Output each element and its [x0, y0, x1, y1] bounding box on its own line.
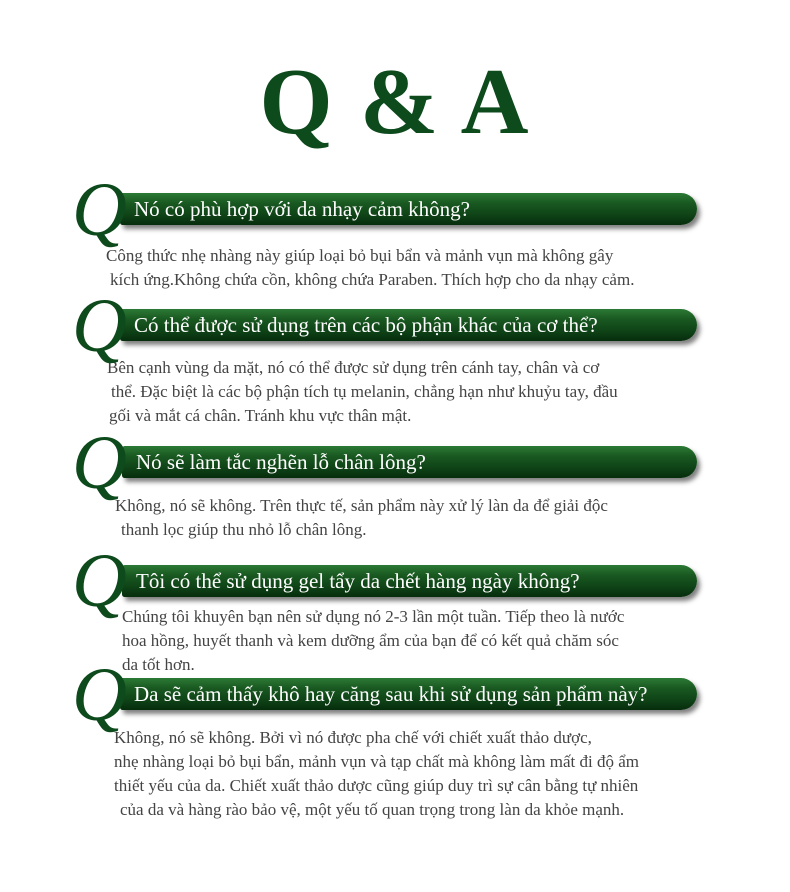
- question-1-bar: Nó có phù hợp với da nhạy cảm không?: [120, 193, 697, 225]
- answer-1-line-2: kích ứng.Không chứa cồn, không chứa Paraben. Thích hợp cho da nhạy cảm.: [110, 270, 635, 289]
- q-letter-icon: Q: [72, 539, 127, 623]
- q-letter-icon: Q: [72, 168, 127, 252]
- answer-5: [114, 726, 639, 822]
- answer-5-line-3: thiết yếu của da. Chiết xuất thảo dược cũng giúp duy trì sự cân bằng tự nhiên: [114, 776, 639, 795]
- answer-5-line-1: Không, nó sẽ không. Bởi vì nó được pha chế với chiết xuất thảo dược,: [114, 728, 592, 747]
- question-3-bar: Nó sẽ làm tắc nghẽn lỗ chân lông?: [122, 446, 697, 478]
- answer-4-line-2: hoa hồng, huyết thanh và kem dưỡng ẩm của bạn để có kết quả chăm sóc: [122, 631, 619, 650]
- question-4-bar: Tôi có thể sử dụng gel tẩy da chết hàng ngày không?: [122, 565, 697, 597]
- answer-2-line-1: Bên cạnh vùng da mặt, nó có thể được sử dụng trên cánh tay, chân và cơ: [107, 358, 600, 377]
- answer-4: [122, 605, 624, 677]
- page-title: Q & A: [259, 50, 531, 154]
- q-letter-icon: Q: [72, 653, 127, 737]
- answer-3-line-2: thanh lọc giúp thu nhỏ lỗ chân lông.: [121, 520, 367, 539]
- q-letter-icon: Q: [72, 421, 127, 505]
- answer-4-line-3: da tốt hơn.: [122, 655, 195, 674]
- question-5-bar: Da sẽ cảm thấy khô hay căng sau khi sử dụng sản phẩm này?: [120, 678, 697, 710]
- answer-2-line-2: thể. Đặc biệt là các bộ phận tích tụ melanin, chẳng hạn như khuỷu tay, đầu: [111, 382, 618, 401]
- answer-1: [106, 244, 634, 292]
- answer-5-line-4: của da và hàng rào bảo vệ, một yếu tố quan trọng trong làn da khỏe mạnh.: [120, 800, 625, 819]
- answer-2: [107, 356, 618, 428]
- q-letter-icon: Q: [72, 284, 127, 368]
- answer-3-line-1: Không, nó sẽ không. Trên thực tế, sản phẩm này xử lý làn da để giải độc: [115, 496, 608, 515]
- answer-1-line-1: Công thức nhẹ nhàng này giúp loại bỏ bụi bẩn và mảnh vụn mà không gây: [106, 246, 614, 265]
- answer-4-line-1: Chúng tôi khuyên bạn nên sử dụng nó 2-3 lần một tuần. Tiếp theo là nước: [122, 607, 625, 626]
- answer-5-line-2: nhẹ nhàng loại bỏ bụi bẩn, mảnh vụn và tạp chất mà không làm mất đi độ ẩm: [114, 752, 639, 771]
- answer-3: [115, 494, 608, 542]
- question-2-bar: Có thể được sử dụng trên các bộ phận khác của cơ thể?: [120, 309, 697, 341]
- answer-2-line-3: gối và mắt cá chân. Tránh khu vực thân mật.: [109, 406, 412, 425]
